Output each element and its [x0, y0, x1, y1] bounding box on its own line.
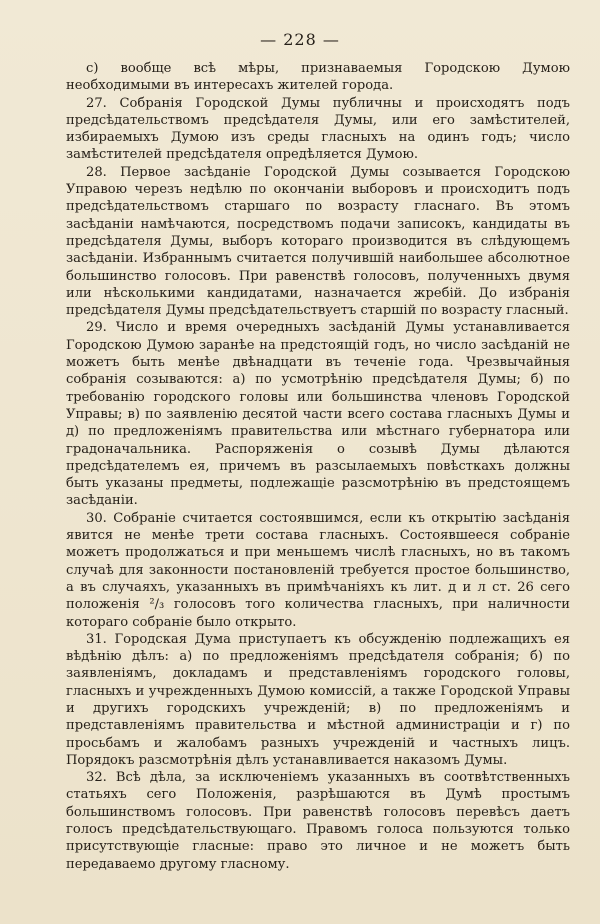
paragraph-article-32: 32. Всѣ дѣла, за исключеніемъ указанныхъ въ соотвѣтственныхъ статьяхъ сего Положенія, разрѣшаются въ Думѣ простымъ большинствомъ голосовъ. При равенствѣ голосовъ перевѣсъ даетъ голосъ предсѣдательствующаго. Правомъ голоса пользуются только присутствующіе гласные: право это личное и не можетъ быть передаваемо другому гласному.: [66, 770, 570, 872]
paragraph-article-27: 27. Собранія Городской Думы публичны и происходятъ подъ предсѣдательствомъ предсѣдателя Думы, или его замѣстителей, избираемыхъ Думою изъ среды гласныхъ на одинъ годъ; число замѣстителей предсѣдателя опредѣляется Думою.: [66, 95, 570, 163]
paragraph-continuation: с) вообще всѣ мѣры, признаваемыя Городскою Думою необходимыми въ интересахъ жителей города.: [66, 61, 570, 94]
paragraph-article-28: 28. Первое засѣданіе Городской Думы созывается Городскою Управою черезъ недѣлю по окончаніи выборовъ и происходитъ подъ предсѣдательствомъ старшаго по возрасту гласнаго. Въ этомъ засѣданіи намѣчаются, посредствомъ подачи записокъ, кандидаты въ предсѣдателя Думы, выборъ котораго производится въ слѣдующемъ засѣданіи. Избраннымъ считается получившій наибольшее абсолютное большинство голосовъ. При равенствѣ голосовъ, полученныхъ двумя или нѣсколькими кандидатами, назначается жребій. До избранія предсѣдателя Думы предсѣдательствуетъ старшій по возрасту гласный.: [66, 164, 570, 319]
page-number: — 228 —: [260, 30, 340, 49]
paragraph-article-29: 29. Число и время очередныхъ засѣданій Думы устанавливается Городскою Думою заранѣе на предстоящій годъ, но число засѣданій не можетъ быть менѣе двѣнадцати въ теченіе года. Чрезвычайныя собранія созываются: а) по усмотрѣнію предсѣдателя Думы; б) по требованію городского головы или большинства членовъ Городской Управы; в) по заявленію десятой части всего состава гласныхъ Думы и д) по предложеніямъ правительства или мѣстнаго губернатора или градоначальника. Распоряженія о созывѣ Думы дѣлаются предсѣдателемъ ея, причемъ въ разсылаемыхъ повѣсткахъ должны быть указаны предметы, подлежащіе разсмотрѣнію въ предстоящемъ засѣданіи.: [66, 320, 570, 509]
paragraph-article-31: 31. Городская Дума приступаетъ къ обсужденію подлежащихъ ея вѣдѣнію дѣлъ: а) по предложеніямъ предсѣдателя собранія; б) по заявленіямъ, докладамъ и представленіямъ городского головы, гласныхъ и учрежденныхъ Думою комиссій, а также Городской Управы и другихъ городскихъ учрежденій; в) по предложеніямъ и представленіямъ правительства и мѣстной администраціи и г) по просьбамъ и жалобамъ разныхъ учрежденій и частныхъ лицъ. Порядокъ разсмотрѣнія дѣлъ устанавливается наказомъ Думы.: [66, 631, 570, 768]
body-text: [66, 60, 570, 873]
paragraph-article-30: 30. Собраніе считается состоявшимся, если къ открытію засѣданія явится не менѣе трети состава гласныхъ. Состоявшееся собраніе можетъ продолжаться и при меньшемъ числѣ гласныхъ, но въ такомъ случаѣ для законности постановленій требуется простое большинство, а въ случаяхъ, указанныхъ въ примѣчаніяхъ къ лит. д и л ст. 26 сего положенія ²/₃ голосовъ того количества гласныхъ, при наличности котораго собраніе было открыто.: [66, 510, 570, 630]
